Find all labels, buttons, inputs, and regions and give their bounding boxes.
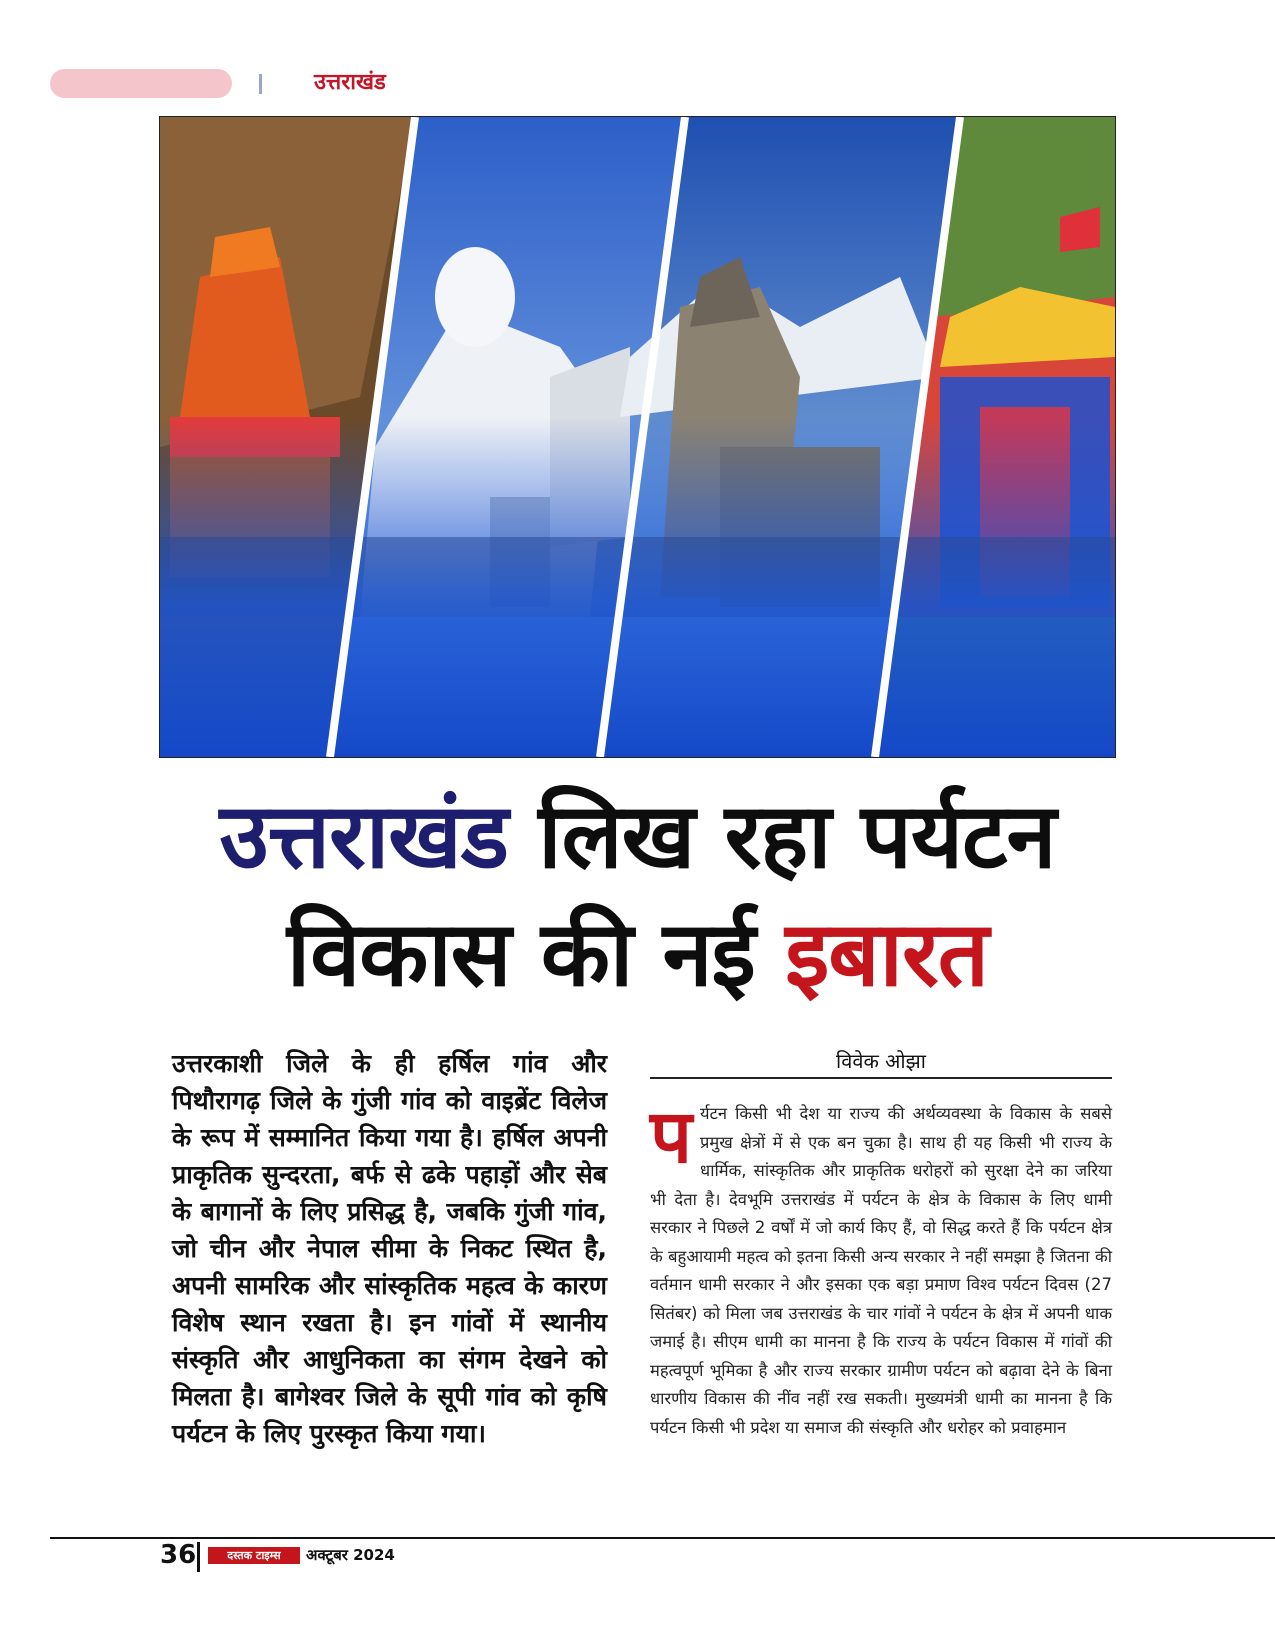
headline-accent-red: इबारत [785,902,989,1007]
issue-date: अक्टूबर 2024 [306,1546,395,1564]
intro-paragraph: उत्तरकाशी जिले के ही हर्षिल गांव और पिथौरागढ़ जिले के गुंजी गांव को वाइब्रेंट विलेज के रूप में सम्मानित किया गया है। हर्षिल अपनी प्राकृतिक सुन्दरता, बर्फ से ढके पहाड़ों और सेब के बागानों के लिए प्रसिद्ध है, जबकि गुंजी गांव, जो चीन और नेपाल सीमा के निकट स्थित है, अपनी सामरिक और सांस्कृतिक महत्व के कारण विशेष स्थान रखता है। इन गांवों में स्थानीय संस्कृति और आधुनिकता का संगम देखने को मिलता है। बागेश्वर जिले के सूपी गांव को कृषि पर्यटन के लिए पुरस्कृत किया गया। [172,1049,607,1448]
section-pill [50,69,232,98]
author-byline: विवेक ओझा [836,1049,926,1073]
footer-separator [197,1542,200,1572]
headline-line-2 [0,902,1275,1007]
temples-collage-photo [160,117,1115,757]
headline-accent-navy: उत्तराखंड [219,784,508,889]
page-number: 36 [160,1540,197,1570]
hero-image [159,116,1116,758]
article-body [650,1094,1112,1442]
byline-divider [650,1077,1112,1079]
header-divider [259,74,262,94]
headline-text: लिख रहा पर्यटन [507,784,1056,889]
headline-text-2: विकास की नई [286,902,786,1007]
headline-line-1 [0,784,1275,889]
magazine-logo: दस्तक टाइम्स [208,1547,300,1564]
footer-rule [50,1537,1275,1539]
drop-cap: प [650,1094,693,1180]
article-body-text: र्यटन किसी भी देश या राज्य की अर्थव्यवस्था के विकास के सबसे प्रमुख क्षेत्रों में से एक बन चुका है। साथ ही यह किसी भी राज्य के धार्मिक, सांस्कृतिक और प्राकृतिक धरोहरों को सुरक्षा देने का जरिया भी देता है। देवभूमि उत्तराखंड में पर्यटन के क्षेत्र के विकास के लिए धामी सरकार ने पिछले 2 वर्षों में जो कार्य किए हैं, वो सिद्ध करते हैं कि पर्यटन क्षेत्र के बहुआयामी महत्व को इतना किसी अन्य सरकार ने नहीं समझा है जितना की वर्तमान धामी सरकार ने और इसका एक बड़ा प्रमाण विश्व पर्यटन दिवस (27 सितंबर) को मिला जब उत्तराखंड के चार गांवों ने पर्यटन के क्षेत्र में अपनी धाक जमाई है। सीएम धामी का मानना है कि राज्य के पर्यटन विकास में गांवों की महत्वपूर्ण भूमिका है और राज्य सरकार ग्रामीण पर्यटन को बढ़ावा देने के बिना धारणीय विकास की नींव नहीं रख सकती। मुख्यमंत्री धामी का मानना है कि पर्यटन किसी भी प्रदेश या समाज की संस्कृति और धरोहर को प्रवाहमान [650,1104,1112,1437]
section-label: उत्तराखंड [314,70,386,95]
